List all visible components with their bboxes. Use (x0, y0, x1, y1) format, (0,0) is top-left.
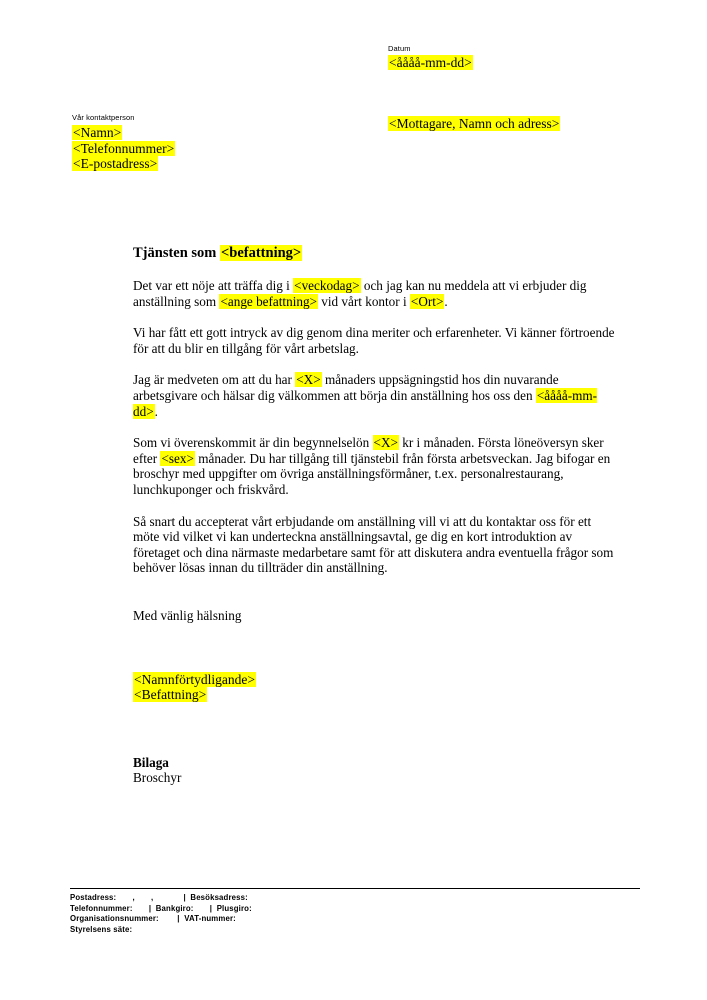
letter-title (133, 244, 618, 262)
p1-placeholder-location: <Ort> (410, 293, 444, 309)
p1-text-b: och jag kan nu meddela att vi erbjuder dig anställning som (133, 278, 587, 309)
p4-text-b: kr i månaden. Första löneöversyn sker efter (133, 435, 604, 466)
footer-divider (70, 888, 640, 889)
footer-line-phone: Telefonnummer: | Bankgiro: | Plusgiro: (70, 903, 252, 913)
p4-text-c: månader. Du har tillgång till tjänstebil från första arbetsveckan. Jag bifogar en broschyr med uppgifter om övriga anställningsförmåner, t.ex. personalrestaurang, lunchkuponger och friskvård. (133, 450, 611, 497)
page-footer (70, 888, 640, 935)
contact-phone-line (72, 141, 302, 157)
p1-placeholder-position: <ange befattning> (220, 293, 317, 309)
sign-off: Med vänlig hälsning (133, 607, 242, 623)
p4-placeholder-salary: <X> (373, 435, 398, 451)
letter-title-prefix: Tjänsten som (133, 245, 221, 261)
p3-text-a: Jag är medveten om att du har (133, 372, 296, 388)
enclosure-item: Broschyr (133, 770, 182, 786)
signature-title-placeholder: <Befattning> (134, 687, 207, 702)
paragraph-3 (133, 372, 618, 419)
signature-block (133, 624, 618, 703)
contact-name-line (72, 125, 302, 141)
contact-name-placeholder: <Namn> (73, 125, 122, 140)
enclosure-block (133, 703, 618, 786)
recipient-placeholder: <Mottagare, Namn och adress> (389, 116, 560, 131)
recipient-block (388, 116, 560, 132)
p1-text-d: . (444, 293, 448, 309)
date-label: Datum (388, 44, 411, 53)
footer-line-orgnumber: Organisationsnummer: | VAT-nummer: (70, 914, 236, 923)
paragraph-2: Vi har fått ett gott intryck av dig genom dina meriter och erfarenheter. Vi känner förtroende för att du blir en tillgång för vårt arbetslag. (133, 325, 615, 356)
paragraph-4 (133, 435, 618, 497)
contact-email-line (72, 156, 302, 172)
p1-text-a: Det var ett nöje att träffa dig i (133, 278, 294, 293)
signature-name-placeholder: <Namnförtydligande> (134, 671, 255, 687)
p3-placeholder-months: <X> (296, 372, 321, 388)
date-block (388, 44, 648, 71)
p4-text-a: Som vi överenskommit är din begynnelselön (133, 435, 373, 451)
p4-placeholder-review-months: <sex> (161, 450, 194, 466)
paragraph-1 (133, 278, 618, 309)
signature-name-line (133, 672, 618, 688)
p3-text-c: . (154, 403, 158, 419)
signature-title-line (133, 687, 618, 703)
contact-phone-placeholder: <Telefonnummer> (73, 140, 175, 156)
enclosure-title: Bilaga (133, 754, 169, 770)
contact-email-placeholder: <E-postadress> (73, 156, 158, 171)
contact-person-block (72, 113, 302, 172)
footer-line-address: Postadress: , , | Besöksadress: (70, 893, 248, 902)
footer-line-board-seat: Styrelsens säte: (70, 924, 133, 934)
contact-person-label: Vår kontaktperson (72, 113, 135, 122)
p3-placeholder-startdate: <åååå-mm-dd> (133, 387, 598, 419)
letter-body (133, 244, 618, 786)
letter-title-placeholder: <befattning> (221, 245, 302, 261)
date-value (388, 55, 648, 71)
contact-person-values (72, 125, 302, 172)
p3-text-b: månaders uppsägningstid hos din nuvarande arbetsgivare och hälsar dig välkommen att börja din anställning hos oss den (133, 372, 559, 403)
date-placeholder: <åååå-mm-dd> (389, 55, 472, 70)
paragraph-5: Så snart du accepterat vårt erbjudande om anställning vill vi att du kontaktar oss för ett möte vid vilket vi kan underteckna anställningsavtal, ge dig en kort introduktion av företaget och dina närmaste medarbetare samt för att diskutera andra eventuella frågor som behöver lösas innan du tillträder din anställning. (133, 513, 614, 576)
p1-placeholder-weekday: <veckodag> (294, 278, 360, 293)
p1-text-c: vid vårt kontor i (317, 293, 410, 309)
